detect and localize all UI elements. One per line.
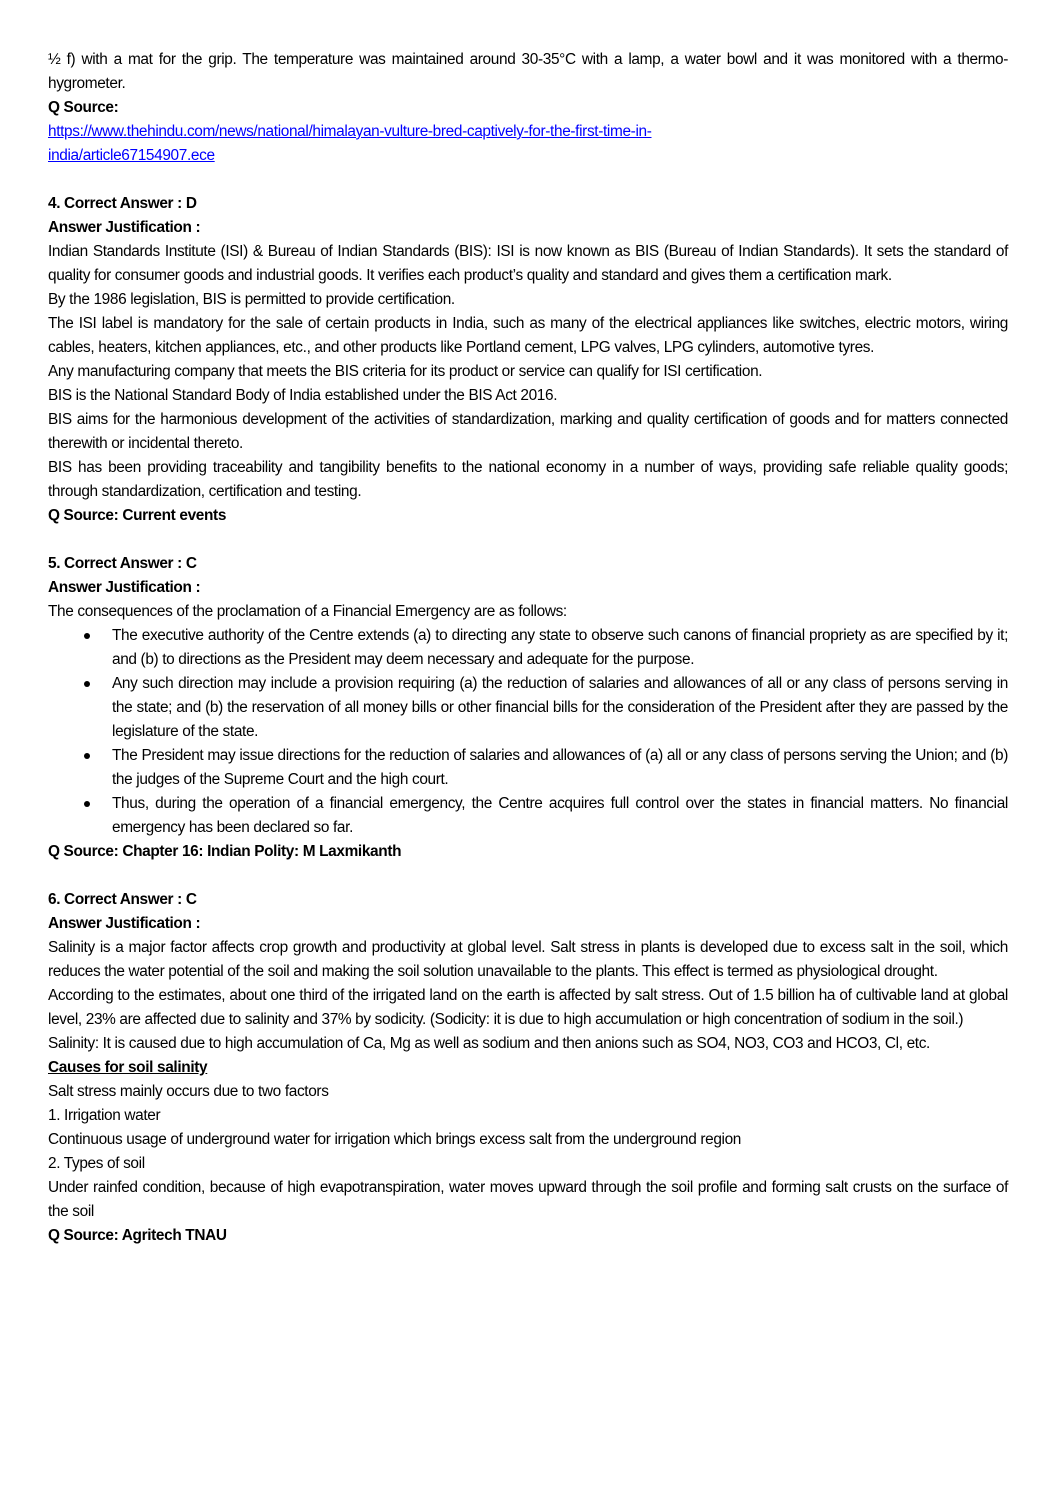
q6-paragraph: Salinity: It is caused due to high accumulation of Ca, Mg as well as sodium and then anions such as SO4, NO3, CO3 and HCO3, Cl, etc. xyxy=(48,1035,930,1052)
q6-causes-intro: Salt stress mainly occurs due to two factors xyxy=(48,1083,329,1100)
source-link[interactable] xyxy=(48,120,1008,168)
q3-source-label: Q Source: xyxy=(48,99,119,116)
answer-section-q4 xyxy=(48,192,1008,528)
document-page xyxy=(48,48,1008,1248)
bullet-icon xyxy=(84,753,90,759)
q6-cause2-title: 2. Types of soil xyxy=(48,1155,145,1172)
q4-paragraph: Any manufacturing company that meets the BIS criteria for its product or service can qualify for ISI certification. xyxy=(48,363,763,380)
q5-correct-answer: 5. Correct Answer : C xyxy=(48,555,197,572)
q5-bullet-list xyxy=(48,624,1008,840)
q6-source: Q Source: Agritech TNAU xyxy=(48,1227,227,1244)
q6-correct-answer: 6. Correct Answer : C xyxy=(48,891,197,908)
list-item-text: The executive authority of the Centre extends (a) to directing any state to observe such canons of financial propriety as are specified by it; and (b) to directions as the President may deem necessary and adequate for the purpose. xyxy=(112,627,1008,668)
q6-paragraph: According to the estimates, about one third of the irrigated land on the earth is affected by salt stress. Out of 1.5 billion ha of cultivable land at global level, 23% are affected due to salinity and 37% by sodicity. (Sodicity: it is due to high accumulation or high concentration of sodium in the soil.) xyxy=(48,987,1008,1028)
list-item xyxy=(48,744,1008,792)
q4-correct-answer: 4. Correct Answer : D xyxy=(48,195,197,212)
q4-paragraph: BIS is the National Standard Body of India established under the BIS Act 2016. xyxy=(48,387,558,404)
q6-subheading: Causes for soil salinity xyxy=(48,1059,208,1076)
list-item xyxy=(48,624,1008,672)
q6-paragraph: Salinity is a major factor affects crop growth and productivity at global level. Salt stress in plants is developed due to excess salt in the soil, which reduces the water potential of the soil and making the soil solution unavailable to the plants. This effect is termed as physiological drought. xyxy=(48,939,1008,980)
answer-section-q5 xyxy=(48,552,1008,864)
answer-section-q6 xyxy=(48,888,1008,1248)
q4-paragraph: The ISI label is mandatory for the sale of certain products in India, such as many of the electrical appliances like switches, electric motors, wiring cables, heaters, kitchen appliances, etc., and other products like Portland cement, LPG valves, LPG cylinders, automotive tyres. xyxy=(48,315,1008,356)
q6-cause1-title: 1. Irrigation water xyxy=(48,1107,161,1124)
source-link-line1: https://www.thehindu.com/news/national/himalayan-vulture-bred-captively-for-the-first-time-in- xyxy=(48,123,652,140)
q5-source: Q Source: Chapter 16: Indian Polity: M Laxmikanth xyxy=(48,843,402,860)
source-link-line2: india/article67154907.ece xyxy=(48,147,215,164)
q4-paragraph: BIS has been providing traceability and tangibility benefits to the national economy in a number of ways, providing safe reliable quality goods; through standardization, certification and testing. xyxy=(48,459,1008,500)
list-item-text: The President may issue directions for the reduction of salaries and allowances of (a) all or any class of persons serving the Union; and (b) the judges of the Supreme Court and the high court. xyxy=(112,747,1008,788)
q4-paragraph: BIS aims for the harmonious development of the activities of standardization, marking and quality certification of goods and for matters connected therewith or incidental thereto. xyxy=(48,411,1008,452)
list-item xyxy=(48,672,1008,744)
bullet-icon xyxy=(84,633,90,639)
list-item xyxy=(48,792,1008,840)
q5-justification-label: Answer Justification : xyxy=(48,579,201,596)
bullet-icon xyxy=(84,681,90,687)
spacer xyxy=(48,168,1008,192)
bullet-icon xyxy=(84,801,90,807)
list-item-text: Thus, during the operation of a financial emergency, the Centre acquires full control over the states in financial matters. No financial emergency has been declared so far. xyxy=(112,795,1008,836)
spacer xyxy=(48,528,1008,552)
q4-source: Q Source: Current events xyxy=(48,507,227,524)
spacer xyxy=(48,864,1008,888)
q5-intro: The consequences of the proclamation of a Financial Emergency are as follows: xyxy=(48,603,567,620)
q6-justification-label: Answer Justification : xyxy=(48,915,201,932)
continuation-text: ½ f) with a mat for the grip. The temperature was maintained around 30-35°C with a lamp, a water bowl and it was monitored with a thermo-hygrometer. xyxy=(48,51,1008,92)
q4-justification-label: Answer Justification : xyxy=(48,219,201,236)
q6-cause1-text: Continuous usage of underground water for irrigation which brings excess salt from the underground region xyxy=(48,1131,742,1148)
q4-paragraph: Indian Standards Institute (ISI) & Bureau of Indian Standards (BIS): ISI is now known as BIS (Bureau of Indian Standards). It sets the standard of quality for consumer goods and industrial goods. It verifies each product’s quality and standard and gives them a certification mark. xyxy=(48,243,1008,284)
q6-cause2-text: Under rainfed condition, because of high evapotranspiration, water moves upward through the soil profile and forming salt crusts on the surface of the soil xyxy=(48,1179,1008,1220)
list-item-text: Any such direction may include a provision requiring (a) the reduction of salaries and allowances of all or any class of persons serving in the state; and (b) the reservation of all money bills or other financial bills for the consideration of the President after they are passed by the legislature of the state. xyxy=(112,675,1008,740)
q4-paragraph: By the 1986 legislation, BIS is permitted to provide certification. xyxy=(48,291,455,308)
